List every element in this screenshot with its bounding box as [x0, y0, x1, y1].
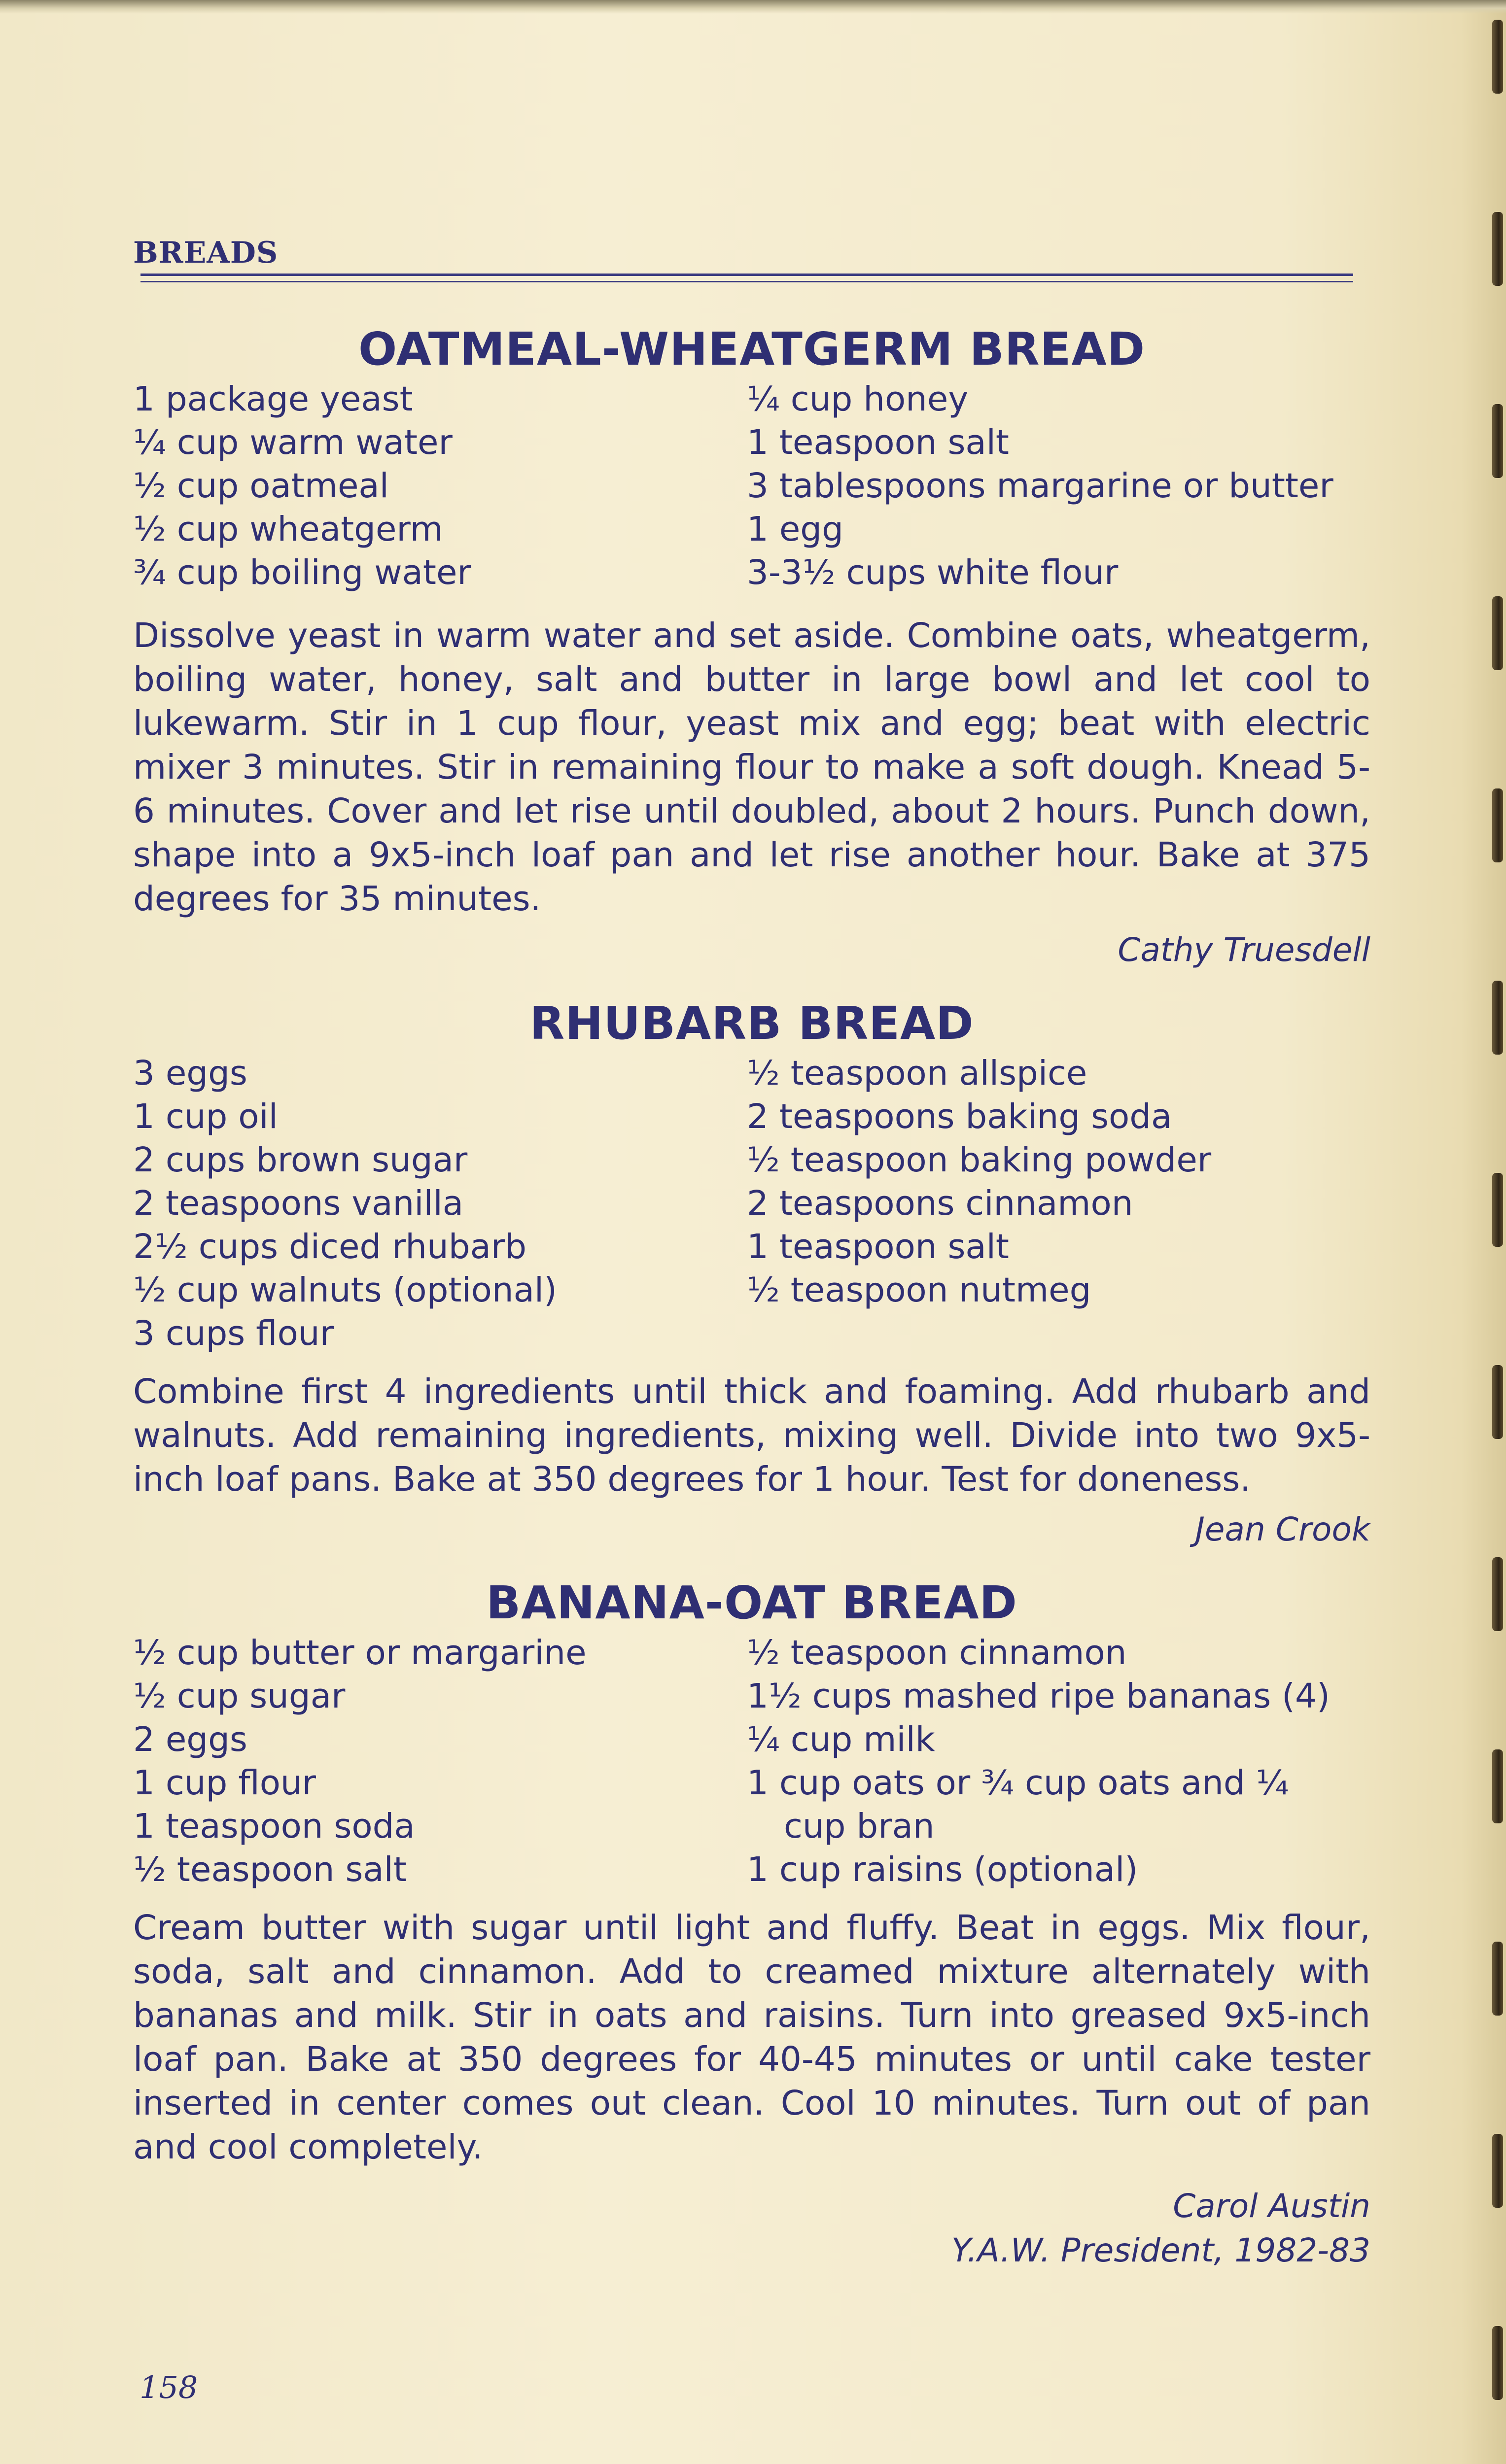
recipe-credit: Jean Crook — [1195, 1510, 1370, 1548]
ingredient: 1 teaspoon soda — [133, 1807, 415, 1846]
ingredient: ½ cup sugar — [133, 1677, 346, 1716]
ingredient: 1½ cups mashed ripe bananas (4) — [747, 1677, 1330, 1716]
ingredient-list — [133, 1052, 1370, 1355]
recipe-directions: Combine first 4 ingredients until thick and foaming. Add rhubarb and walnuts. Add remaining ingredients, mixing well. Divide into two 9x5-inch loaf pans. Bake at 350 degrees for 1 hour. Test for doneness. — [133, 1372, 1370, 1499]
spiral-binding — [1476, 0, 1506, 2464]
recipe-credit: Carol Austin — [1173, 2187, 1370, 2225]
recipe-banana-oat — [133, 1576, 1370, 2273]
ingredient-column-right — [747, 1631, 1330, 1891]
ingredient-column-left — [133, 1052, 747, 1355]
page-top-edge — [0, 0, 1506, 14]
ingredient: 2 teaspoons baking soda — [747, 1097, 1172, 1136]
recipe-directions: Dissolve yeast in warm water and set aside. Combine oats, wheatgerm, boiling water, honey, salt and butter in large bowl and let cool to lukewarm. Stir in 1 cup flour, yeast mix and egg; beat with electric mixer 3 minutes. Stir in remaining flour to make a soft dough. Knead 5-6 minutes. Cover and let rise until doubled, about 2 hours. Punch down, shape into a 9x5-inch loaf pan and let rise another hour. Bake at 375 degrees for 35 minutes. — [133, 616, 1370, 919]
ingredient: 2 teaspoons cinnamon — [747, 1184, 1133, 1223]
ingredient: ¾ cup boiling water — [133, 553, 471, 592]
recipe-title: OATMEAL-WHEATGERM BREAD — [358, 323, 1146, 376]
ingredient-column-left — [133, 377, 747, 594]
ingredient: 3 cups flour — [133, 1314, 334, 1353]
ingredient-column-right — [747, 377, 1333, 594]
ingredient: 2 eggs — [133, 1720, 247, 1759]
ingredient-list — [133, 377, 1370, 594]
ingredient: 1 teaspoon salt — [747, 423, 1009, 462]
ingredient: 2 teaspoons vanilla — [133, 1184, 464, 1223]
section-heading: BREADS — [133, 236, 279, 270]
ingredient: ½ teaspoon allspice — [747, 1054, 1087, 1093]
ingredient-column-right — [747, 1052, 1211, 1355]
recipe-oatmeal-wheatgerm — [133, 323, 1370, 972]
ingredient: 1 package yeast — [133, 379, 413, 419]
ingredient: ¼ cup warm water — [133, 423, 453, 462]
ingredient: 2 cups brown sugar — [133, 1140, 468, 1180]
ingredient: ½ teaspoon cinnamon — [747, 1633, 1127, 1673]
ingredient: ½ cup butter or margarine — [133, 1633, 587, 1673]
ingredient: ½ teaspoon salt — [133, 1850, 407, 1889]
ingredient-column-left — [133, 1631, 747, 1891]
ingredient: 1 cup oil — [133, 1097, 278, 1136]
ingredient: 1 cup flour — [133, 1763, 316, 1803]
ingredient: 2½ cups diced rhubarb — [133, 1227, 527, 1266]
ingredient: 3 eggs — [133, 1054, 247, 1093]
recipe-credit: Cathy Truesdell — [1118, 931, 1370, 969]
ingredient: 3-3½ cups white flour — [747, 553, 1119, 592]
page-number: 158 — [140, 2369, 198, 2405]
ingredient: 1 teaspoon salt — [747, 1227, 1009, 1266]
ingredient-list — [133, 1631, 1370, 1891]
recipe-column — [133, 227, 1370, 2273]
ingredient: ¼ cup milk — [747, 1720, 935, 1759]
ingredient: ¼ cup honey — [747, 379, 969, 419]
ingredient: ½ teaspoon nutmeg — [747, 1270, 1091, 1310]
recipe-directions: Cream butter with sugar until light and fluffy. Beat in eggs. Mix flour, soda, salt and cinnamon. Add to creamed mixture alternately with bananas and milk. Stir in oats and raisins. Turn into greased 9x5-inch loaf pan. Bake at 350 degrees for 40-45 minutes or until cake tester inserted in center comes out clean. Cool 10 minutes. Turn out of pan and cool completely. — [133, 1908, 1370, 2167]
ingredient: 1 cup raisins (optional) — [747, 1850, 1138, 1889]
recipe-rhubarb — [133, 997, 1370, 1552]
recipe-credit-title: Y.A.W. President, 1982-83 — [951, 2231, 1370, 2269]
recipe-title: BANANA-OAT BREAD — [486, 1576, 1017, 1629]
recipe-title: RHUBARB BREAD — [529, 997, 974, 1050]
ingredient: 1 egg — [747, 510, 843, 549]
ingredient: ½ teaspoon baking powder — [747, 1140, 1212, 1180]
ingredient: ½ cup oatmeal — [133, 466, 389, 506]
ingredient: cup bran — [784, 1807, 935, 1846]
ingredient: ½ cup walnuts (optional) — [133, 1270, 557, 1310]
ingredient: 1 cup oats or ¾ cup oats and ¼ — [747, 1763, 1289, 1803]
ingredient: ½ cup wheatgerm — [133, 510, 443, 549]
ingredient: 3 tablespoons margarine or butter — [747, 466, 1333, 506]
